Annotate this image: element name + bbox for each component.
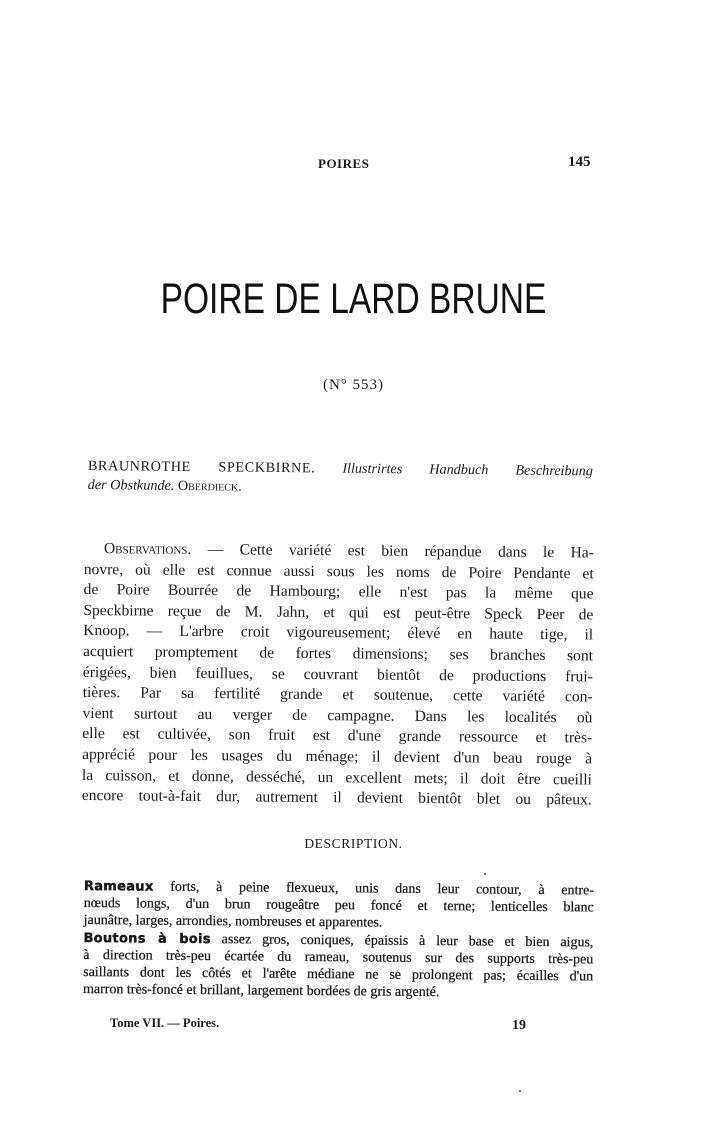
page-title: POIRE DE LARD BRUNE [160,275,547,323]
observations-line: encore tout-à-fait dur, autrement il devient bientôt blet ou pâteux. [81,787,592,809]
description-body [83,878,594,1003]
observations-line: acquiert promptement de fortes dimensions; ses branches sont [82,642,594,665]
running-head: POIRES [318,156,370,171]
footer-volume: Tome VII. — Poires. [110,1016,220,1030]
description-line: jaunâtre, larges, arrondies, nombreuses et apparentes. [83,913,383,932]
observations-line: érigées, bien feuillues, se couvrant bientôt de productions frui- [82,663,593,686]
synonym-block [88,457,593,500]
observations-paragraph [82,539,594,811]
footer-signature: 19 [512,1018,526,1033]
description-boutons [83,930,594,1003]
observations-line: Speckbirne reçue de M. Jahn, et qui est peut-être Speck Peer de [83,601,594,624]
synonym-author: Oberdieck. [177,477,242,495]
observations-line: la cuisson, et donne, desséché, un excellent mets; il doit être cueilli [81,766,592,788]
description-line: saillants dont les côtés et l'arête médiane ne se prolongent pas; écailles d'un [83,965,594,985]
observations-label: Observations. [103,540,192,558]
variety-number: (N° 553) [322,377,385,393]
observations-line: elle est cultivée, son fruit est d'une grande ressource et très- [82,725,593,747]
observations-line: apprécié pour les usages du ménage; il devient d'un beau rouge à [82,745,593,768]
observations-line-rest: — Cette variété est bien répandue dans le Ha- [191,540,594,562]
description-line: marron très-foncé et brillant, largement bordées de gris argenté. [82,982,440,1001]
synonym-name: BRAUNROTHE SPECKBIRNE. [87,457,316,477]
description-line: nœuds longs, d'un brun rougeâtre peu foncé et terne; lenticelles blanc [83,896,594,916]
observations-line: tières. Par sa fertilité grande et soutenue, cette variété con- [82,684,593,706]
observations-line: vient surtout au verger de campagne. Dans les localités où [82,704,593,727]
description-rameaux [84,878,594,934]
observations-line: de Poire Bourrée de Hambourg; elle n'est pas la même que [83,581,594,603]
description-line: à direction très-peu écartée du rameau, soutenus sur des supports très-peu [83,947,594,968]
description-line-rest: forts, à peine flexueux, unis dans leur contour, à entre- [153,879,594,899]
page-number: 145 [568,154,591,170]
observations-line: novre, où elle est connue aussi sous les noms de Poire Pendante et [83,560,594,583]
description-line-rest: assez gros, coniques, épaissis à leur base et bien aigus, [210,931,594,951]
synonym-source-cont: der Obstkunde. [87,476,175,494]
description-term: Boutons à bois [83,930,211,947]
print-speck [484,873,486,875]
observations-line: Knoop. — L'arbre croit vigoureusement; élevé en haute tige, il [83,622,594,644]
description-heading: DESCRIPTION. [304,836,403,851]
print-speck [519,1090,521,1092]
description-term: Rameaux [83,878,154,895]
synonym-source: Illustrirtes Handbuch Beschreibung [342,460,593,480]
